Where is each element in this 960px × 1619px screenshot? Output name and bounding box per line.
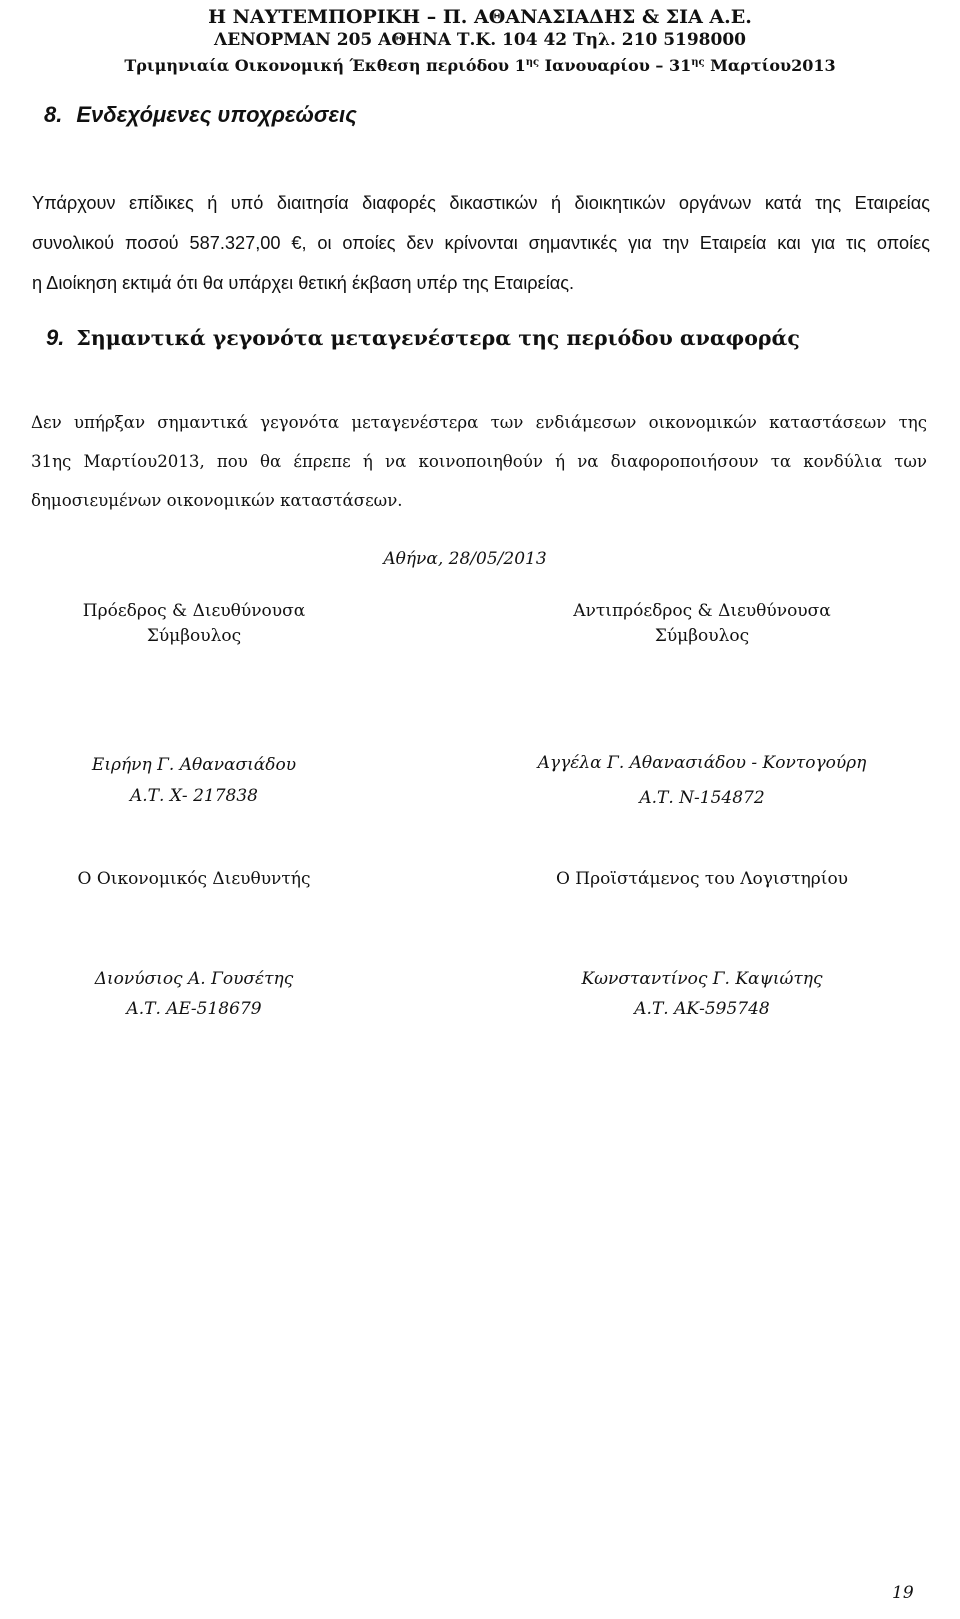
role-label: Σύμβουλος — [654, 626, 750, 646]
section-9-title: Σημαντικά γεγονότα μεταγενέστερα της περιόδου αναφοράς — [76, 326, 800, 350]
section-9-number: 9. — [46, 325, 65, 350]
right-signatory-2 — [492, 964, 912, 1024]
signatory-id: Α.Τ. ΑΕ-518679 — [126, 999, 262, 1019]
left-role-block — [0, 599, 404, 649]
section-8-paragraph — [32, 183, 930, 303]
company-name: Η ΝΑΥΤΕΜΠΟΡΙΚΗ – Π. ΑΘΑΝΑΣΙΑΔΗΣ & ΣΙΑ Α.Ε. — [208, 6, 752, 28]
right-signatory — [492, 746, 912, 816]
role-label: Πρόεδρος & Διευθύνουσα — [82, 601, 306, 621]
company-address: ΛΕΝΟΡΜΑΝ 205 ΑΘΗΝΑ Τ.Κ. 104 42 Τηλ. 210 5198000 — [214, 30, 746, 50]
paragraph-line: Υπάρχουν επίδικες ή υπό διαιτησία διαφορές δικαστικών ή διοικητικών οργάνων κατά της Εταιρείας — [32, 193, 930, 213]
document-header — [0, 6, 960, 77]
role-label: Αντιπρόεδρος & Διευθύνουσα — [573, 601, 831, 621]
place-date: Αθήνα, 28/05/2013 — [383, 549, 547, 569]
report-title: Τριμηνιαία Οικονομική Έκθεση περιόδου $1^{\eta\varsigma}$ Ιανουαρίου – $31^{\eta\varsigma}$ Μαρτίου2013 — [124, 56, 836, 75]
paragraph-line: 31ης Μαρτίου2013, που θα έπρεπε ή να κοινοποιηθούν ή να διαφοροποιήσουν τα κονδύλια των — [31, 452, 927, 471]
left-signatory — [0, 750, 404, 812]
paragraph-line: η Διοίκηση εκτιμά ότι θα υπάρχει θετική έκβαση υπέρ της Εταιρείας. — [32, 273, 575, 293]
left-role-block-2 — [0, 867, 404, 892]
signatory-name: Αγγέλα Γ. Αθανασιάδου - Κοντογούρη — [537, 753, 867, 773]
page-number: 19 — [892, 1583, 914, 1603]
right-role-block-2 — [492, 867, 912, 892]
section-8-heading — [44, 102, 357, 128]
signatory-id: Α.Τ. Χ- 217838 — [130, 786, 258, 806]
section-8-number: 8. — [44, 102, 63, 127]
right-role-block — [492, 599, 912, 649]
paragraph-line: Δεν υπήρξαν σημαντικά γεγονότα μεταγενέστερα των ενδιάμεσων οικονομικών καταστάσεων της — [31, 413, 927, 432]
left-signatory-2 — [0, 964, 404, 1024]
section-8-title: Ενδεχόμενες υποχρεώσεις — [76, 102, 357, 127]
section-9-heading — [46, 325, 800, 351]
section-9-paragraph — [31, 403, 927, 520]
signatory-id: Α.Τ. Ν-154872 — [639, 788, 765, 808]
role-label: Ο Προϊστάμενος του Λογιστηρίου — [555, 869, 849, 889]
role-label: Σύμβουλος — [146, 626, 242, 646]
signatory-name: Κωνσταντίνος Γ. Καψιώτης — [581, 969, 823, 989]
paragraph-line: δημοσιευμένων οικονομικών καταστάσεων. — [31, 491, 403, 510]
signatory-name: Ειρήνη Γ. Αθανασιάδου — [91, 755, 297, 775]
role-label: Ο Οικονομικός Διευθυντής — [77, 869, 311, 889]
signatory-id: Α.Τ. ΑΚ-595748 — [634, 999, 770, 1019]
paragraph-line: συνολικού ποσού 587.327,00 €, οι οποίες δεν κρίνονται σημαντικές για την Εταιρεία και για τις οποίες — [32, 233, 930, 253]
signatory-name: Διονύσιος Α. Γουσέτης — [94, 969, 294, 989]
